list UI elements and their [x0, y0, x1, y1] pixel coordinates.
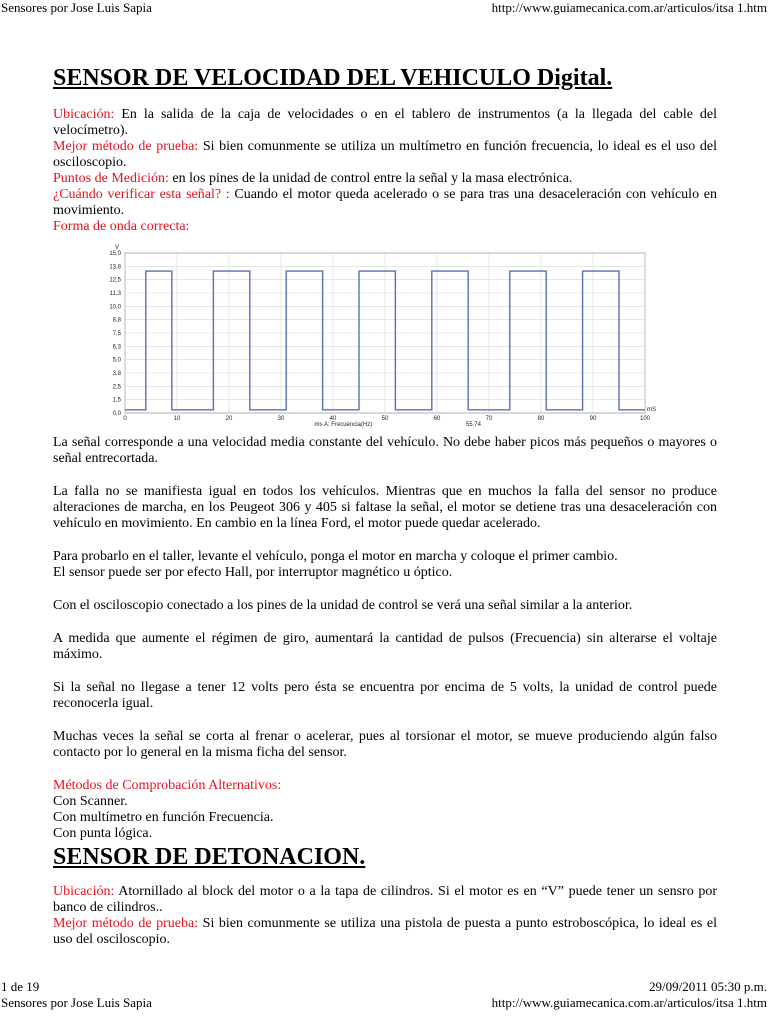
y-tick-label: 6,3	[112, 344, 121, 351]
page-header	[0, 1, 768, 15]
x-tick-label: 70	[485, 416, 493, 422]
ubicacion2-paragraph	[53, 884, 717, 916]
x-tick-label: 20	[225, 416, 233, 422]
metodo-label: Mejor método de prueba:	[53, 139, 199, 154]
page-number: 1 de 19	[1, 979, 40, 994]
forma-label: Forma de onda correcta:	[53, 219, 190, 234]
y-tick-label: 0,0	[112, 411, 121, 417]
page-footer-info	[0, 980, 768, 994]
footer-url[interactable]: http://www.guiamecanica.com.ar/articulos/itsa 1.htm	[491, 995, 767, 1010]
puntos-paragraph	[53, 171, 717, 187]
x-axis-unit: mS	[647, 407, 656, 413]
y-tick-label: 1,5	[112, 397, 121, 404]
y-tick-label: 5,0	[112, 357, 121, 364]
frequency-readout: 55.74	[465, 422, 481, 428]
x-tick-label: 10	[173, 416, 181, 422]
y-tick-label: 8,8	[112, 317, 121, 324]
x-tick-label: 60	[433, 416, 441, 422]
y-tick-label: 10,0	[109, 304, 121, 311]
header-url[interactable]: http://www.guiamecanica.com.ar/articulos/itsa 1.htm	[491, 0, 767, 15]
x-tick-label: 30	[277, 416, 285, 422]
alt-methods-label: Métodos de Comprobación Alternativos:	[53, 778, 282, 793]
metodo-paragraph	[53, 139, 717, 171]
alt-method-scanner: Con Scanner.	[53, 794, 128, 809]
paragraph-regimen: A medida que aumente el régimen de giro, aumentará la cantidad de pulsos (Frecuencia) sin alterarse el voltaje máximo.	[53, 631, 717, 662]
paragraph-sensor-tipo: El sensor puede ser por efecto Hall, por interruptor magnético u óptico.	[53, 565, 453, 580]
paragraph-senal: La señal corresponde a una velocidad media constante del vehículo. No debe haber picos más pequeños o mayores o señal entrecortada.	[53, 435, 717, 466]
waveform-svg	[53, 235, 717, 435]
x-tick-label: 80	[537, 416, 545, 422]
y-tick-label: 3,8	[112, 371, 121, 377]
x-axis-label: ms A: Frecuencia(Hz)	[314, 422, 373, 428]
y-tick-label: 7,5	[112, 331, 121, 337]
metodo2-label: Mejor método de prueba:	[53, 916, 199, 931]
x-tick-label: 40	[329, 416, 337, 422]
footer-title: Sensores por Jose Luis Sapia	[1, 995, 152, 1010]
ubicacion-text: En la salida de la caja de velocidades o en el tablero de instrumentos (a la llegada del cable del velocímetro).	[53, 107, 717, 138]
paragraph-osciloscopio: Con el osciloscopio conectado a los pines de la unidad de control se verá una señal similar a la anterior.	[53, 598, 633, 613]
metodo2-text: Si bien comunmente se utiliza una pistola de puesta a punto estroboscópica, lo ideal es el uso del osciloscopio.	[53, 916, 718, 947]
oscilloscope-chart	[53, 235, 717, 435]
y-tick-label: 13,8	[109, 264, 121, 271]
alt-method-multimetro: Con multímetro en función Frecuencia.	[53, 810, 274, 825]
paragraph-falla: La falla no se manifiesta igual en todos los vehículos. Mientras que en muchos la falla del sensor no produce alteraciones de marcha, en los Peugeot 306 y 405 si faltase la señal, el motor se detiene tras una desaceleración con vehículo en movimiento. En cambio en la línea Ford, el motor puede quedar acelerado.	[53, 484, 717, 531]
y-tick-label: 15,0	[109, 251, 121, 257]
y-axis-label: V	[114, 245, 119, 251]
ubicacion-paragraph	[53, 107, 717, 139]
print-datetime: 29/09/2011 05:30 p.m.	[649, 979, 767, 994]
page-footer	[0, 996, 768, 1010]
x-tick-label: 100	[639, 416, 651, 422]
metodo2-paragraph	[53, 916, 717, 948]
x-tick-label: 90	[589, 416, 597, 422]
section-title-detonacion: SENSOR DE DETONACION.	[53, 844, 366, 870]
cuando-text: Cuando el motor queda acelerado o se para tras una desaceleración con vehículo en movimiento.	[53, 187, 717, 218]
section-title-velocidad: SENSOR DE VELOCIDAD DEL VEHICULO Digital.	[53, 65, 613, 91]
ubicacion2-label: Ubicación:	[53, 884, 115, 899]
x-tick-label: 50	[381, 416, 389, 422]
y-tick-label: 11,3	[109, 291, 121, 297]
y-tick-label: 2,5	[112, 384, 121, 391]
paragraph-12-volts: Si la señal no llegase a tener 12 volts pero ésta se encuentra por encima de 5 volts, la unidad de control puede reconocerla igual.	[53, 680, 717, 711]
puntos-text: en los pines de la unidad de control entre la señal y la masa electrónica.	[168, 171, 573, 186]
alt-method-punta-logica: Con punta lógica.	[53, 826, 153, 841]
document-body	[53, 63, 717, 948]
metodo-text: Si bien comunmente se utiliza un multímetro en función frecuencia, lo ideal es el uso del osciloscopio.	[53, 139, 717, 170]
ubicacion2-text: Atornillado al block del motor o a la tapa de cilindros. Si el motor es en “V” puede tener un sensro por banco de cilindros..	[53, 884, 717, 915]
cuando-label: ¿Cuándo verificar esta señal? :	[53, 187, 230, 202]
cuando-paragraph	[53, 187, 717, 219]
puntos-label: Puntos de Medición:	[53, 171, 169, 186]
x-tick-label: 0	[123, 416, 127, 422]
header-title: Sensores por Jose Luis Sapia	[1, 0, 152, 15]
paragraph-falso-contacto: Muchas veces la señal se corta al frenar o acelerar, pues al torsionar el motor, se mueve produciendo algún falso contacto por lo general en la misma ficha del sensor.	[53, 729, 717, 760]
paragraph-taller: Para probarlo en el taller, levante el vehículo, ponga el motor en marcha y coloque el primer cambio.	[53, 549, 618, 564]
y-tick-label: 12,5	[109, 277, 121, 284]
ubicacion-label: Ubicación:	[53, 107, 115, 122]
